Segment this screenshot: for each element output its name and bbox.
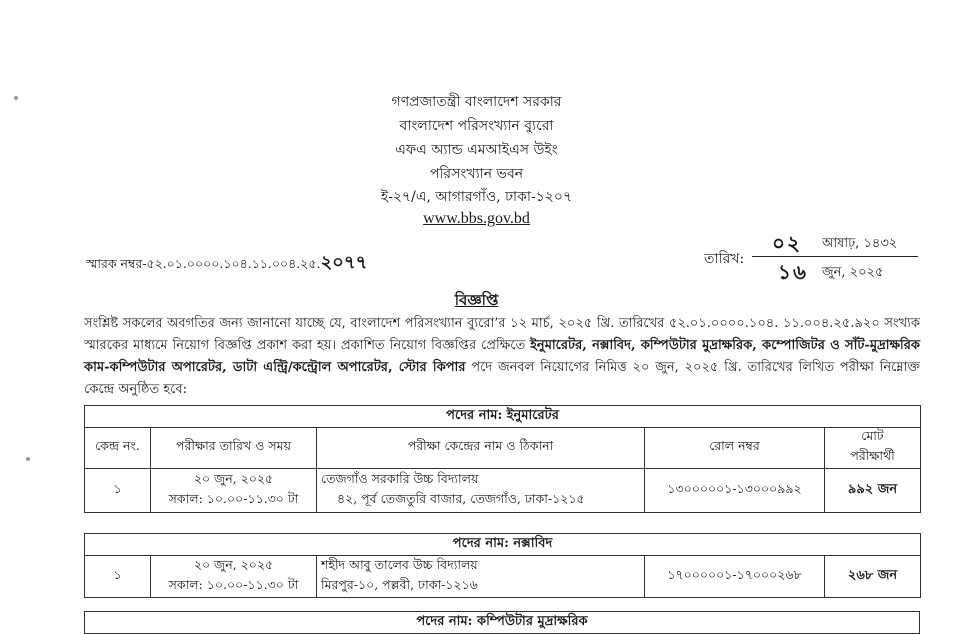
exam-time: সকাল: ১০.০০-১১.৩০ টা [168, 576, 299, 592]
notice-text-intro: সংশ্লিষ্ট সকলের অবগতির জন্য জানানো যাচ্ছে যে, বাংলাদেশ পরিসংখ্যান ব্যুরো’র ১২ মার্চ, ২০২৫ খ্রি. তারিখের ৫২.০১.০০০০.১০৪. ১১.০০৪.২৫.৯২০ সংখ্যক স্মারকের মাধ্যমে নিয়োগ বিজ্ঞপ্তি প্রকাশ করা হয়। প্রকাশিত নিয়োগ বিজ্ঞপ্তির প্রেক্ষিতে [84, 316, 920, 353]
memo-reference [86, 248, 367, 279]
website-link[interactable]: www.bbs.gov.bd [423, 210, 530, 227]
header-center-no: কেন্দ্র নং. [85, 428, 151, 469]
date-label: তারিখ: [704, 251, 745, 267]
venue-address: মিরপুর-১০, পল্লবী, ঢাকা-১২১৬ [321, 576, 478, 592]
header-total [825, 428, 921, 469]
header-total-line1: মোট [861, 428, 884, 443]
header-exam-datetime: পরীক্ষার তারিখ ও সময় [151, 428, 317, 469]
venue-name: শহীদ আবু তালেব উচ্চ বিদ্যালয় [321, 556, 478, 572]
exam-table-draftsman [84, 533, 921, 598]
govt-name: গণপ্রজাতন্ত্রী বাংলাদেশ সরকার [391, 94, 562, 110]
roll-range: ১৩০০০০০১-১৩০০০৯৯২ [645, 469, 825, 513]
venue [317, 556, 645, 598]
post-title: পদের নাম: নক্সাবিদ [85, 534, 921, 556]
exam-date: ২০ জুন, ২০২৫ [193, 556, 274, 572]
english-day: ১৬ [778, 260, 808, 284]
english-month-year: জুন, ২০২৫ [822, 265, 884, 280]
notice-title: বিজ্ঞপ্তি [454, 291, 499, 309]
exam-date: ২০ জুন, ২০২৫ [193, 470, 274, 486]
exam-datetime [151, 556, 317, 598]
website-row [0, 209, 953, 229]
header-venue: পরীক্ষা কেন্দ্রের নাম ও ঠিকানা [317, 428, 645, 469]
post-title: পদের নাম: কম্পিউটার মুদ্রাক্ষরিক [85, 612, 920, 634]
candidate-count: ২৬৮ জন [825, 556, 921, 598]
post-title: পদের নাম: ইনুমারেটর [85, 406, 921, 428]
notice-paragraph [84, 313, 920, 401]
exam-time: সকাল: ১০.০০-১১.৩০ টা [168, 490, 299, 506]
wing-name: এফএ অ্যান্ড এমআইএস উইং [395, 142, 558, 158]
exam-datetime [151, 469, 317, 513]
venue [317, 469, 645, 513]
bangla-month-year: আষাঢ়, ১৪৩২ [822, 236, 898, 251]
center-no: ১ [85, 469, 151, 513]
date-divider [752, 256, 918, 257]
center-no: ১ [85, 556, 151, 598]
notice-posts: ইনুমারেটর, নক্সাবিদ, কম্পিউটার মুদ্রাক্ষরিক, কম্পোজিটর ও সাঁট-মুদ্রাক্ষরিক কাম-কম্পিউটার অপারেটর, ডাটা এন্ট্রি/কন্ট্রোল অপারেটর, স্টোর কিপার [84, 338, 920, 375]
memo-prefix: স্মারক নম্বর-৫২.০১.০০০০.১০৪.১১.০০৪.২৫. [86, 256, 321, 271]
bangla-day: ০২ [772, 231, 803, 255]
roll-range: ১৭০০০০০১-১৭০০০২৬৮ [645, 556, 825, 598]
notice-text-outro: পদে জনবল নিয়োগের নিমিত্ত ২০ জুন, ২০২৫ খ্রি. তারিখের লিখিত পরীক্ষা নিম্নোক্ত কেন্দ্রে অনুষ্ঠিত হবে: [84, 360, 920, 397]
header-total-line2: পরীক্ষার্থী [850, 448, 895, 463]
venue-name: তেজগাঁও সরকারি উচ্চ বিদ্যালয় [321, 470, 479, 486]
memo-number: ২০৭৭ [320, 252, 368, 273]
candidate-count: ৯৯২ জন [825, 469, 921, 513]
header-roll: রোল নম্বর [645, 428, 825, 469]
scan-speck [26, 457, 30, 461]
exam-table-enumerator [84, 405, 921, 513]
venue-address: ৪২, পূর্ব তেজতুরি বাজার, তেজগাঁও, ঢাকা-১২১৫ [337, 490, 585, 506]
building-name: পরিসংখ্যান ভবন [429, 166, 524, 182]
bureau-name: বাংলাদেশ পরিসংখ্যান ব্যুরো [399, 118, 554, 134]
office-address: ই-২৭/এ, আগারগাঁও, ঢাকা-১২০৭ [380, 189, 573, 205]
